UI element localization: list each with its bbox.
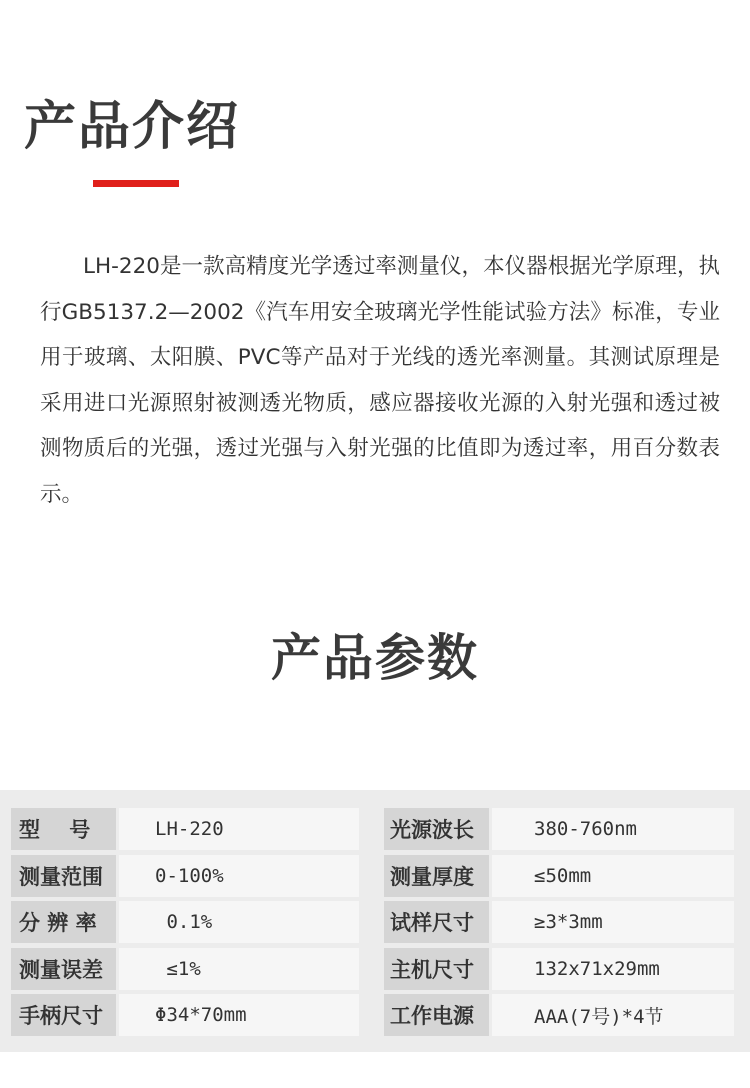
param-row-power	[384, 994, 734, 1036]
intro-body: LH-220是一款高精度光学透过率测量仪，本仪器根据光学原理，执行GB5137.2—2002《汽车用安全玻璃光学性能试验方法》标准，专业用于玻璃、太阳膜、PVC等产品对于光线的透光率测量。其测试原理是采用进口光源照射被测透光物质，感应器接收光源的入射光强和透过被测物质后的光强，透过光强与入射光强的比值即为透过率，用百分数表示。	[40, 254, 720, 507]
intro-title: 产品介绍	[24, 97, 241, 157]
param-label: 工作电源	[384, 994, 489, 1036]
param-value: AAA(7号)*4节	[492, 994, 734, 1036]
param-value: 380-760nm	[492, 808, 734, 850]
param-value: LH-220	[119, 808, 359, 850]
param-label: 测量范围	[11, 855, 116, 897]
param-value: 0.1%	[119, 901, 359, 943]
param-row-handle-size	[11, 994, 359, 1036]
params-title: 产品参数	[271, 629, 479, 687]
param-label: 测量厚度	[384, 855, 489, 897]
param-value: 132x71x29mm	[492, 948, 734, 990]
param-value: ≤50mm	[492, 855, 734, 897]
param-value: Φ34*70mm	[119, 994, 359, 1036]
param-row-resolution	[11, 901, 359, 943]
param-label: 主机尺寸	[384, 948, 489, 990]
param-row-wavelength	[384, 808, 734, 850]
param-label: 手柄尺寸	[11, 994, 116, 1036]
param-label: 光源波长	[384, 808, 489, 850]
param-label: 型 号	[11, 808, 116, 850]
param-row-model	[11, 808, 359, 850]
params-table	[0, 790, 750, 1052]
param-row-thickness	[384, 855, 734, 897]
param-label: 测量误差	[11, 948, 116, 990]
param-value: ≤1%	[119, 948, 359, 990]
param-row-host-size	[384, 948, 734, 990]
params-column-right	[384, 808, 734, 1041]
param-row-range	[11, 855, 359, 897]
param-row-sample-size	[384, 901, 734, 943]
intro-title-underline	[93, 180, 179, 187]
param-label: 试样尺寸	[384, 901, 489, 943]
param-row-error	[11, 948, 359, 990]
param-label: 分 辨 率	[11, 901, 116, 943]
params-column-left	[11, 808, 359, 1041]
param-value: 0-100%	[119, 855, 359, 897]
param-value: ≥3*3mm	[492, 901, 734, 943]
